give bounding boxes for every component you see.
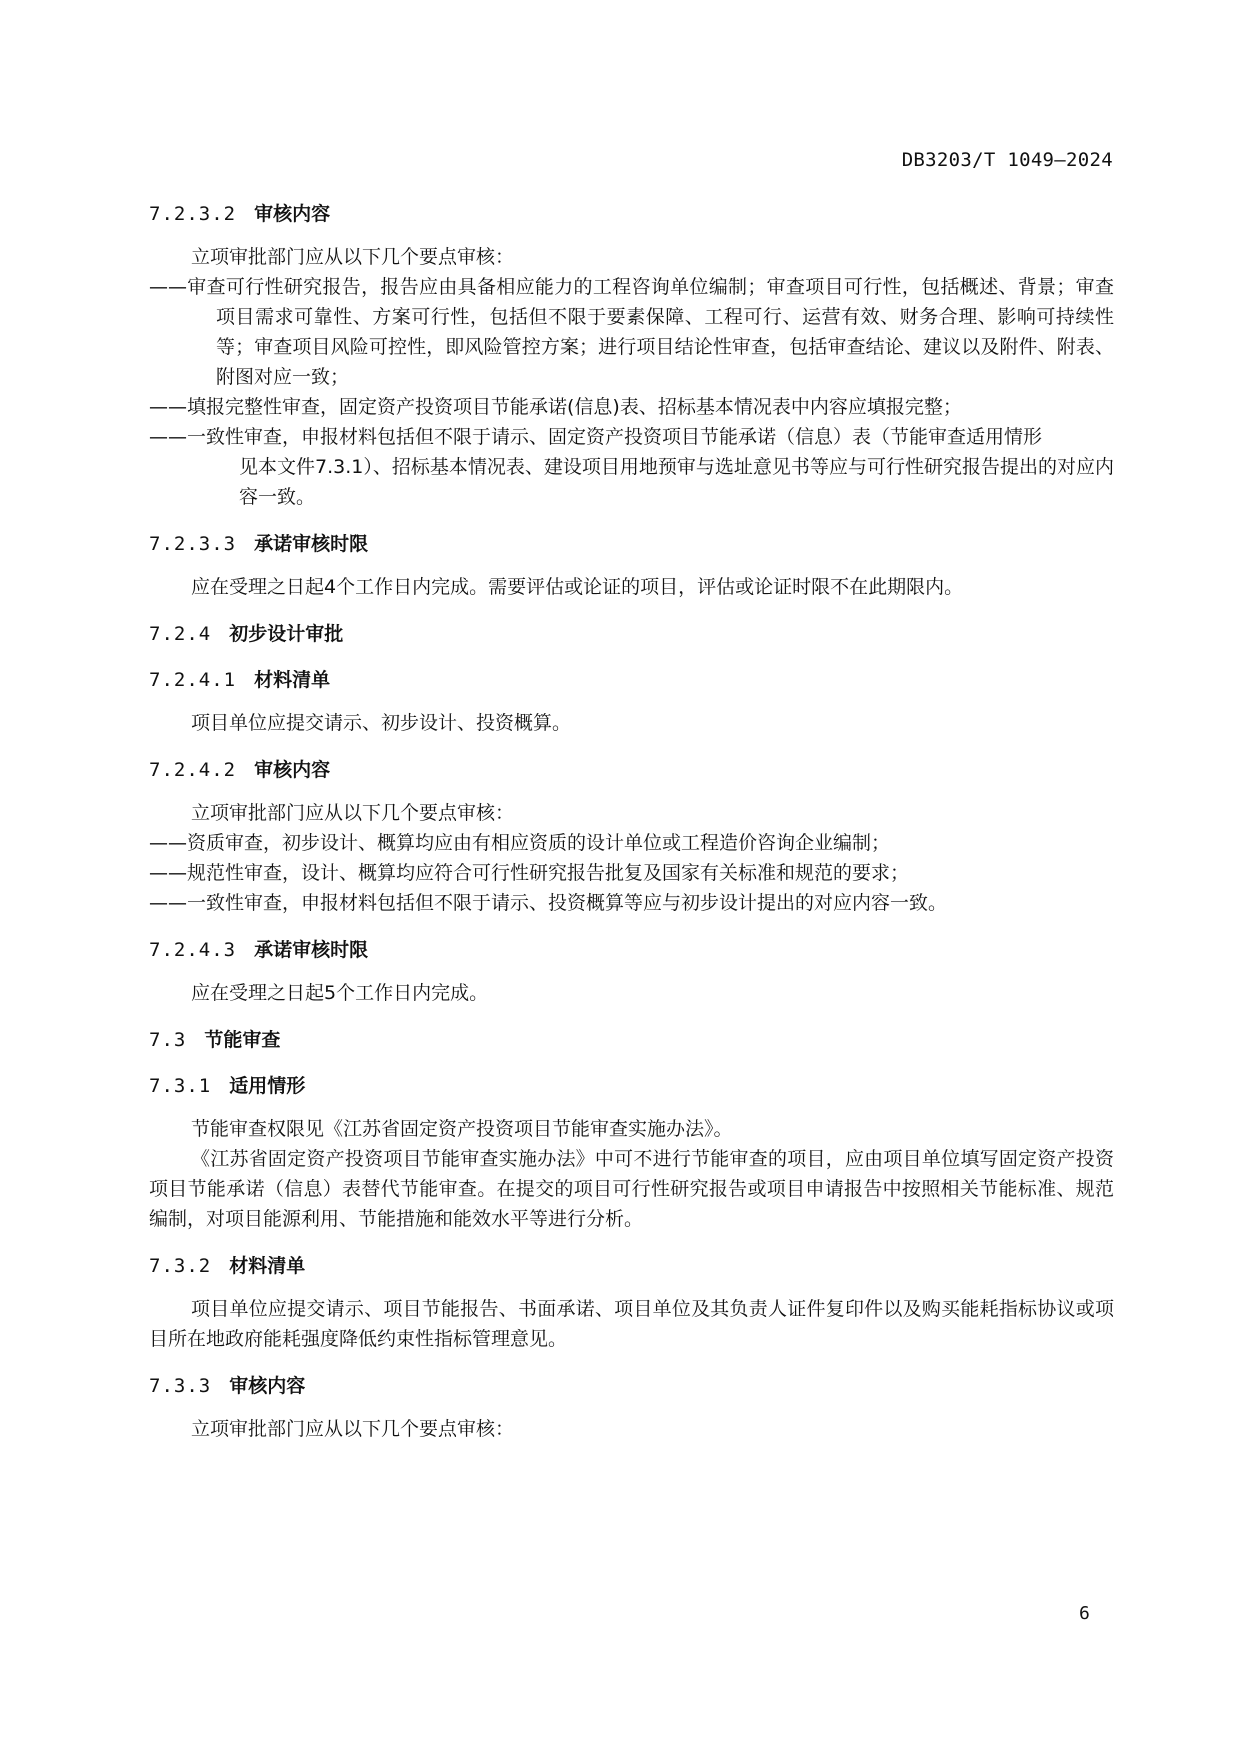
- intro-text: 立项审批部门应从以下几个要点审核：: [191, 1418, 515, 1440]
- section-number: 7.2.4.3: [149, 939, 237, 961]
- section-title: 材料清单: [254, 669, 331, 691]
- section-number: 7.3.1: [149, 1075, 212, 1097]
- list-item: ——规范性审查，设计、概算均应符合可行性研究报告批复及国家有关标准和规范的要求；: [149, 862, 910, 884]
- paragraph: 应在受理之日起4个工作日内完成。需要评估或论证的项目，评估或论证时限不在此期限内。: [191, 576, 964, 598]
- section-number: 7.3.2: [149, 1255, 212, 1277]
- section-heading-7-3-3: [149, 1372, 1114, 1400]
- section-title: 审核内容: [229, 1375, 306, 1397]
- list-item: ——填报完整性审查，固定资产投资项目节能承诺(信息)表、招标基本情况表中内容应填报完整；: [149, 396, 962, 418]
- section-title: 审核内容: [254, 203, 331, 225]
- section-heading-7-3-2: [149, 1252, 1114, 1280]
- section-heading-7-3-1: [149, 1072, 1114, 1100]
- paragraph: 项目单位应提交请示、项目节能报告、书面承诺、项目单位及其负责人证件复印件以及购买能耗指标协议或项目所在地政府能耗强度降低约束性指标管理意见。: [149, 1298, 1114, 1350]
- section-heading-7-2-4-3: [149, 936, 1114, 964]
- list-item: ——一致性审查，申报材料包括但不限于请示、投资概算等应与初步设计提出的对应内容一致。: [149, 892, 948, 914]
- section-title: 承诺审核时限: [254, 533, 369, 555]
- section-title: 审核内容: [254, 759, 331, 781]
- intro-text: 立项审批部门应从以下几个要点审核：: [191, 802, 515, 824]
- section-number: 7.2.3.2: [149, 203, 237, 225]
- section-title: 节能审查: [204, 1029, 281, 1051]
- document-code: DB3203/T 1049—2024: [901, 149, 1113, 171]
- intro-text: 立项审批部门应从以下几个要点审核：: [191, 246, 515, 268]
- list-item: ——资质审查，初步设计、概算均应由有相应资质的设计单位或工程造价咨询企业编制；: [149, 832, 891, 854]
- section-number: 7.2.3.3: [149, 533, 237, 555]
- section-heading-7-2-3-2: [149, 200, 1114, 228]
- section-title: 承诺审核时限: [254, 939, 369, 961]
- section-number: 7.2.4.2: [149, 759, 237, 781]
- list-item-continuation: 见本文件7.3.1）、招标基本情况表、建设项目用地预审与选址意见书等应与可行性研究报告提出的对应内容一致。: [239, 456, 1114, 508]
- section-heading-7-2-4-2: [149, 756, 1114, 784]
- section-heading-7-2-3-3: [149, 530, 1114, 558]
- paragraph: 项目单位应提交请示、初步设计、投资概算。: [191, 712, 572, 734]
- section-title: 适用情形: [229, 1075, 306, 1097]
- document-body: [149, 200, 1114, 1444]
- section-number: 7.3.3: [149, 1375, 212, 1397]
- section-heading-7-2-4-1: [149, 666, 1114, 694]
- list-item: ——审查可行性研究报告，报告应由具备相应能力的工程咨询单位编制；审查项目可行性，包括概述、背景；审查项目需求可靠性、方案可行性，包括但不限于要素保障、工程可行、运营有效、财务合理、影响可持续性等；审查项目风险可控性，即风险管控方案；进行项目结论性审查，包括审查结论、建议以及附件、附表、附图对应一致；: [149, 276, 1114, 388]
- page-number: 6: [1079, 1603, 1090, 1624]
- section-heading-7-3: [149, 1026, 1114, 1054]
- paragraph: 节能审查权限见《江苏省固定资产投资项目节能审查实施办法》。: [191, 1118, 733, 1140]
- section-number: 7.2.4: [149, 623, 212, 645]
- section-number: 7.2.4.1: [149, 669, 237, 691]
- section-number: 7.3: [149, 1029, 187, 1051]
- paragraph: 《江苏省固定资产投资项目节能审查实施办法》中可不进行节能审查的项目，应由项目单位填写固定资产投资项目节能承诺（信息）表替代节能审查。在提交的项目可行性研究报告或项目申请报告中按照相关节能标准、规范编制，对项目能源利用、节能措施和能效水平等进行分析。: [149, 1148, 1114, 1230]
- list-item: ——一致性审查，申报材料包括但不限于请示、固定资产投资项目节能承诺（信息）表（节能审查适用情形: [149, 426, 1043, 448]
- paragraph: 应在受理之日起5个工作日内完成。: [191, 982, 489, 1004]
- section-heading-7-2-4: [149, 620, 1114, 648]
- section-title: 初步设计审批: [229, 623, 344, 645]
- section-title: 材料清单: [229, 1255, 306, 1277]
